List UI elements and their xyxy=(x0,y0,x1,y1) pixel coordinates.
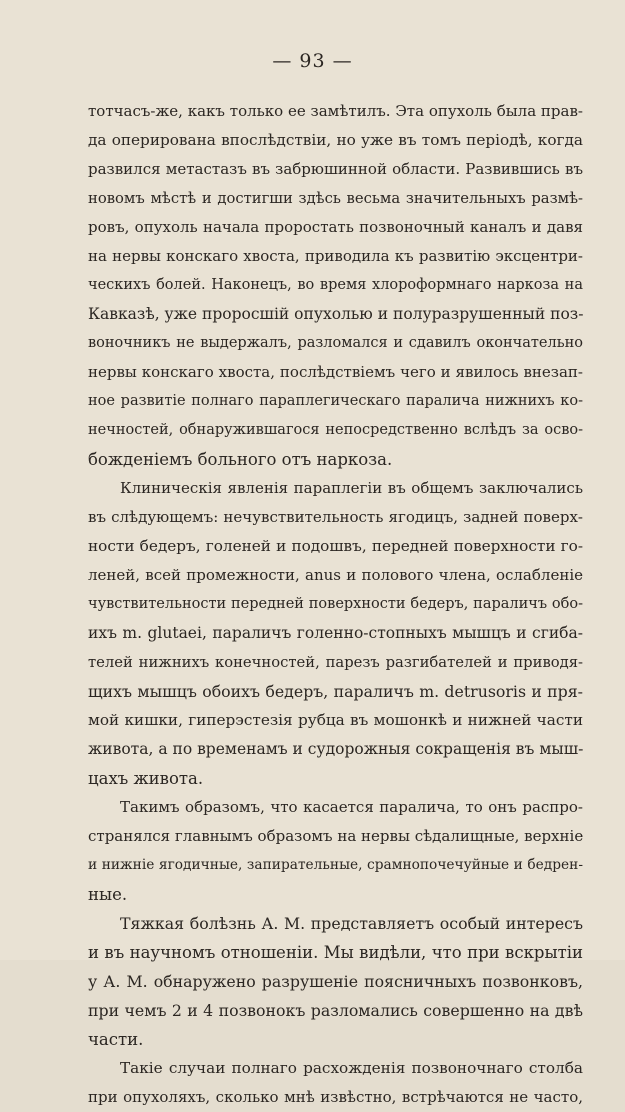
text-line: божденіемъ больного отъ наркоза. xyxy=(88,450,393,469)
text-line: чувствительности передней поверхности бедеръ, параличъ обо- xyxy=(88,596,583,612)
text-line: Кавказѣ, уже проросшій опухолью и полуразрушенный поз- xyxy=(88,305,583,323)
text-line: въ слѣдующемъ: нечувствительность ягодицъ, задней поверх- xyxy=(88,508,583,526)
text-line: на нервы конскаго хвоста, приводила къ развитію эксцентри- xyxy=(88,247,583,265)
text-line: нечностей, обнаружившагося непосредственно вслѣдъ за осво- xyxy=(88,422,583,438)
text-line: и нижніе ягодичные, запирательные, срамнопочечуйные и бедрен- xyxy=(88,857,583,873)
page-number: — 93 — xyxy=(272,50,353,72)
text-line: леней, всей промежности, anus и полового члена, ослабленіе xyxy=(88,566,583,584)
text-line: щихъ мышцъ обоихъ бедеръ, параличъ m. detrusoris и пря- xyxy=(88,682,583,701)
text-line: и въ научномъ отношеніи. Мы видѣли, что при вскрытіи xyxy=(88,943,583,962)
text-line: нервы конскаго хвоста, послѣдствіемъ чего и явилось внезап- xyxy=(88,363,583,381)
text-line: странялся главнымъ образомъ на нервы сѣдалищные, верхніе xyxy=(88,827,583,845)
text-line: ческихъ болей. Наконецъ, во время хлороформнаго наркоза на xyxy=(88,277,583,293)
text-line: Такіе случаи полнаго расхожденія позвоночнаго столба xyxy=(120,1059,583,1077)
text-line: ровъ, опухоль начала проростать позвоночный каналъ и давя xyxy=(88,218,583,236)
text-line: цахъ живота. xyxy=(88,769,204,788)
text-line: при опухоляхъ, сколько мнѣ извѣстно, встрѣчаются не часто, xyxy=(88,1088,583,1106)
text-line: живота, а по временамъ и судорожныя сокращенія въ мыш- xyxy=(88,740,583,758)
text-line: воночникъ не выдержалъ, разломался и сдавилъ окончательно xyxy=(88,335,583,351)
text-line: части. xyxy=(88,1030,144,1049)
text-line: да оперирована впослѣдствіи, но уже въ томъ періодѣ, когда xyxy=(88,131,583,149)
text-line: при чемъ 2 и 4 позвонокъ разломались совершенно на двѣ xyxy=(88,1001,583,1020)
text-line: Тяжкая болѣзнь А. М. представляетъ особый интересъ xyxy=(120,914,583,933)
text-line: Клиническія явленія параплегіи въ общемъ заключались xyxy=(120,479,583,497)
text-line: развился метастазъ въ забрюшинной области. Развившись въ xyxy=(88,160,583,178)
text-line: Такимъ образомъ, что касается паралича, то онъ распро- xyxy=(120,798,583,816)
text-line: мой кишки, гиперэстезія рубца въ мошонкѣ и нижней части xyxy=(88,711,583,729)
text-line: телей нижнихъ конечностей, парезъ разгибателей и приводя- xyxy=(88,654,583,671)
text-line: новомъ мѣстѣ и достигши здѣсь весьма значительныхъ размѣ- xyxy=(88,190,583,207)
text-line: ихъ m. glutaei, параличъ голенно-стопныхъ мышцъ и сгиба- xyxy=(88,624,583,642)
text-line: у А. М. обнаружено разрушеніе поясничныхъ позвонковъ, xyxy=(88,972,583,991)
text-line: тотчасъ-же, какъ только ее замѣтилъ. Эта опухоль была прав- xyxy=(88,102,583,120)
text-line: ное развитіе полнаго параплегическаго паралича нижнихъ ко- xyxy=(88,393,583,409)
text-line: ные. xyxy=(88,885,128,904)
text-line: ности бедеръ, голеней и подошвъ, передней поверхности го- xyxy=(88,537,583,555)
